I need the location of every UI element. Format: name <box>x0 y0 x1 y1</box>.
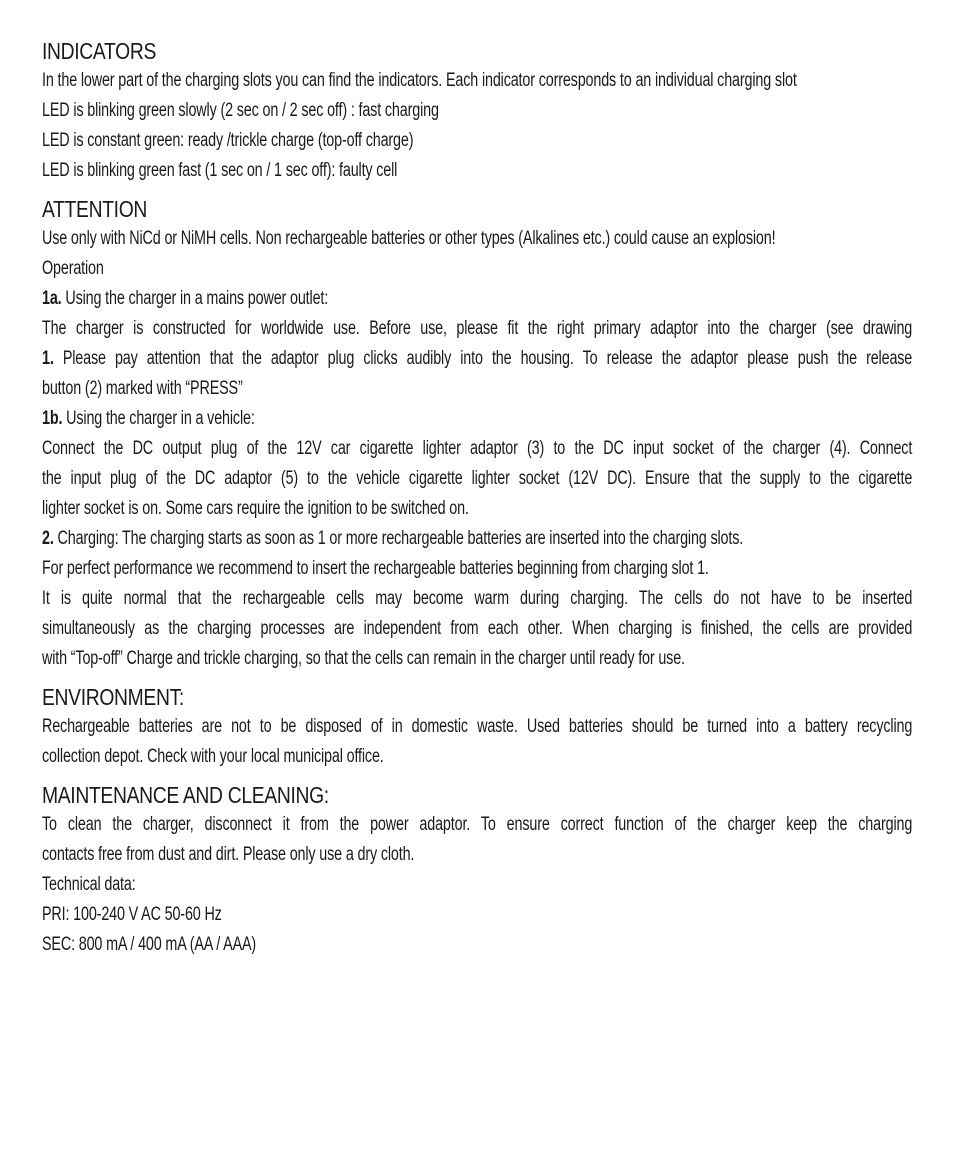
indicator-fast-blink: LED is blinking green fast (1 sec on / 1 sec off): faulty cell <box>42 160 398 181</box>
step-1a <box>42 284 700 314</box>
maintenance-line-2: contacts free from dust and dirt. Please only use a dry cloth. <box>42 844 415 865</box>
vehicle-line-3: lighter socket is on. Some cars require the ignition to be switched on. <box>42 498 469 519</box>
warm-cells-line-2: simultaneously as the charging processes are independent from each other. When charging is finished, the cells are provided <box>42 618 913 639</box>
operation-label: Operation <box>42 258 104 279</box>
document-page <box>42 36 912 960</box>
indicator-constant: LED is constant green: ready /trickle charge (top-off charge) <box>42 130 414 151</box>
step-1a-label: 1a. <box>42 288 62 309</box>
performance-line: For perfect performance we recommend to insert the rechargeable batteries beginning from charging slot 1. <box>42 558 709 579</box>
indicator-slow-blink: LED is blinking green slowly (2 sec on / 2 sec off) : fast charging <box>42 100 439 121</box>
vehicle-line-2: the input plug of the DC adaptor (5) to the vehicle cigarette lighter socket (12V DC). Ensure that the supply to the cigarette <box>42 468 913 489</box>
press-button-line: button (2) marked with “PRESS” <box>42 378 243 399</box>
environment-line-1: Rechargeable batteries are not to be disposed of in domestic waste. Used batteries should be turned into a battery recycling <box>42 716 913 737</box>
section-heading-maintenance: MAINTENANCE AND CLEANING: <box>42 782 329 808</box>
step-1-label: 1. <box>42 348 54 369</box>
step-1 <box>42 344 912 374</box>
primary-spec: PRI: 100-240 V AC 50-60 Hz <box>42 904 222 925</box>
step-2 <box>42 524 744 554</box>
technical-data-label: Technical data: <box>42 874 136 895</box>
indicators-intro: In the lower part of the charging slots you can find the indicators. Each indicator corresponds to an individual charging slot <box>42 70 797 91</box>
attention-warning: Use only with NiCd or NiMH cells. Non rechargeable batteries or other types (Alkalines etc.) could cause an explosion! <box>42 228 776 249</box>
worldwide-use-line: The charger is constructed for worldwide use. Before use, please fit the right primary adaptor into the charger (see drawing <box>42 318 913 339</box>
section-heading-attention: ATTENTION <box>42 196 148 222</box>
section-attention <box>42 194 912 674</box>
section-heading-indicators: INDICATORS <box>42 38 157 64</box>
step-1b-text: Using the charger in a vehicle: <box>62 408 255 429</box>
step-1b-label: 1b. <box>42 408 63 429</box>
environment-line-2: collection depot. Check with your local municipal office. <box>42 746 384 767</box>
secondary-spec: SEC: 800 mA / 400 mA (AA / AAA) <box>42 934 257 955</box>
section-environment <box>42 682 912 772</box>
warm-cells-line-3: with “Top-off” Charge and trickle charging, so that the cells can remain in the charger until ready for use. <box>42 648 685 669</box>
section-indicators <box>42 36 912 186</box>
section-heading-environment: ENVIRONMENT: <box>42 684 184 710</box>
maintenance-line-1: To clean the charger, disconnect it from the power adaptor. To ensure correct function of the charger keep the charging <box>42 814 913 835</box>
section-maintenance <box>42 780 912 960</box>
step-1b <box>42 404 700 434</box>
vehicle-line-1: Connect the DC output plug of the 12V car cigarette lighter adaptor (3) to the DC input socket of the charger (4). Connect <box>42 438 913 459</box>
warm-cells-line-1: It is quite normal that the rechargeable cells may become warm during charging. The cells do not have to be inserted <box>42 588 913 609</box>
step-1-text: Please pay attention that the adaptor plug clicks audibly into the housing. To release the adaptor please push the release <box>53 348 913 369</box>
step-1a-text: Using the charger in a mains power outlet: <box>61 288 329 309</box>
step-2-text: Charging: The charging starts as soon as 1 or more rechargeable batteries are inserted into the charging slots. <box>53 528 744 549</box>
step-2-label: 2. <box>42 528 54 549</box>
